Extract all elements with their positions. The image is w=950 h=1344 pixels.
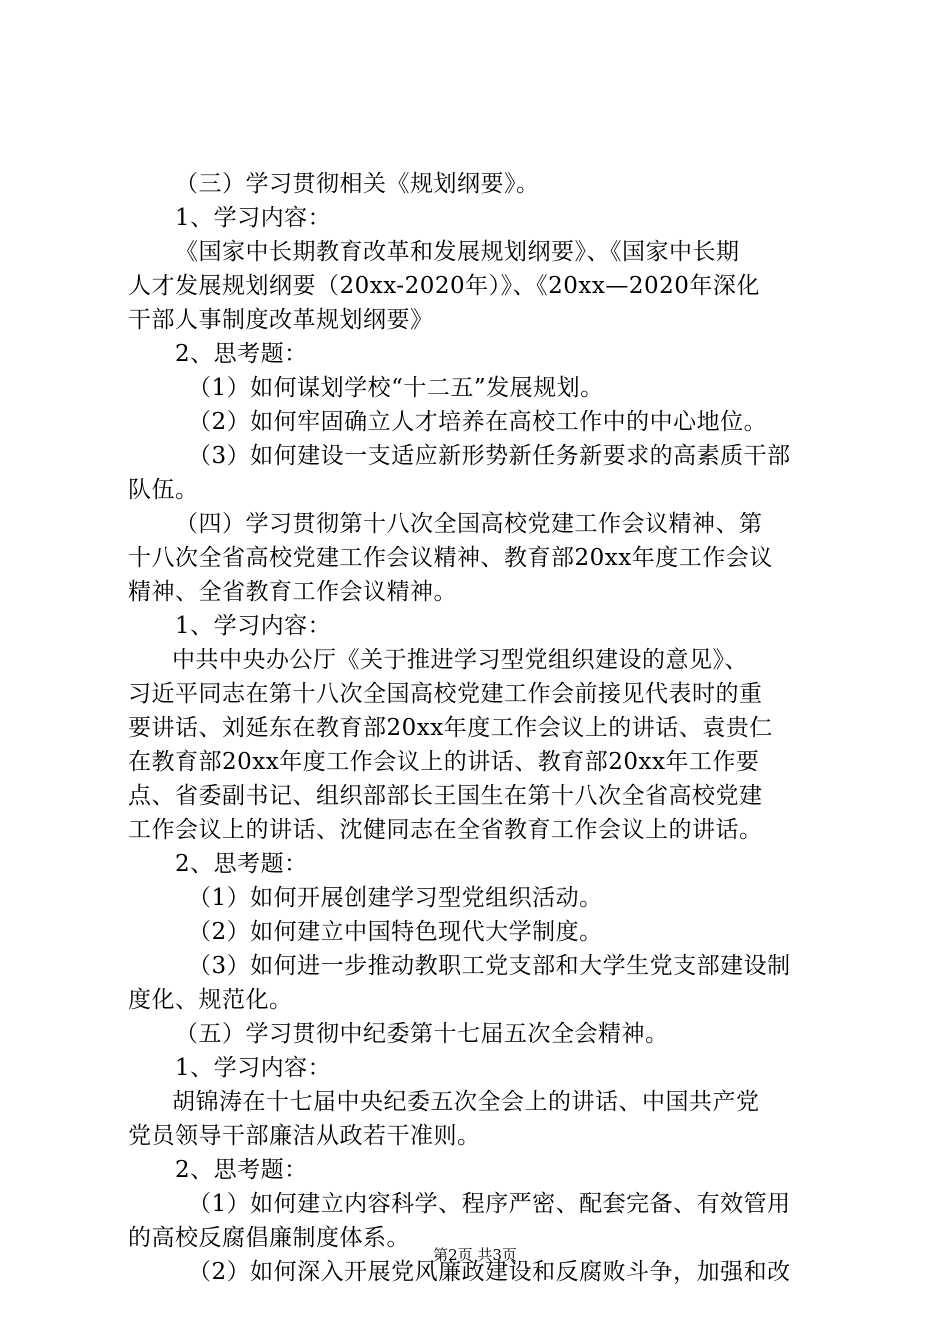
subheading-questions: 2、思考题：: [175, 851, 308, 877]
paragraph-line: 中共中央办公厅《关于推进学习型党组织建设的意见》、: [172, 647, 748, 673]
paragraph-line: 《国家中长期教育改革和发展规划纲要》、《国家中长期: [175, 239, 740, 265]
paragraph-line: 度化、规范化。: [128, 987, 293, 1013]
paragraph-line: 胡锦涛在十七届中央纪委五次全会上的讲话、中国共产党: [172, 1089, 760, 1115]
subheading-study-content: 1、学习内容：: [175, 1055, 332, 1081]
subheading-study-content: 1、学习内容：: [175, 613, 332, 639]
document-body: [128, 167, 833, 1289]
question-item: （1）如何建立内容科学、程序严密、配套完备、有效管用: [188, 1191, 791, 1217]
paragraph-line: 十八次全省高校党建工作会议精神、教育部20xx年度工作会议: [128, 545, 773, 571]
paragraph-line: 干部人事制度改革规划纲要》: [128, 307, 434, 333]
question-item: （2）如何牢固确立人才培养在高校工作中的中心地位。: [188, 409, 768, 435]
question-item: （3）如何建设一支适应新形势新任务新要求的高素质干部: [188, 443, 791, 469]
paragraph-line: 点、省委副书记、组织部部长王国生在第十八次全省高校党建: [128, 783, 763, 809]
subheading-questions: 2、思考题：: [175, 1157, 308, 1183]
section-heading-3: （三）学习贯彻相关《规划纲要》。: [175, 171, 540, 197]
question-item: （2）如何深入开展党风廉政建设和反腐败斗争，加强和改: [188, 1259, 791, 1285]
question-item: （1）如何开展创建学习型党组织活动。: [188, 885, 603, 911]
page-number-footer: 第2页 共3页: [433, 1246, 517, 1264]
question-item: （2）如何建立中国特色现代大学制度。: [188, 919, 603, 945]
paragraph-line: 要讲话、刘延东在教育部20xx年度工作会议上的讲话、袁贵仁: [128, 715, 773, 741]
section-heading-4: （四）学习贯彻第十八次全国高校党建工作会议精神、第: [175, 511, 763, 537]
paragraph-line: 精神、全省教育工作会议精神。: [128, 579, 457, 605]
paragraph-line: 队伍。: [128, 477, 199, 503]
paragraph-line: 工作会议上的讲话、沈健同志在全省教育工作会议上的讲话。: [128, 817, 763, 843]
paragraph-line: 的高校反腐倡廉制度体系。: [128, 1225, 410, 1251]
paragraph-line: 习近平同志在第十八次全国高校党建工作会前接见代表时的重: [128, 681, 763, 707]
paragraph-line: 党员领导干部廉洁从政若干准则。: [128, 1123, 481, 1149]
subheading-study-content: 1、学习内容：: [175, 205, 332, 231]
subheading-questions: 2、思考题：: [175, 341, 308, 367]
question-item: （3）如何进一步推动教职工党支部和大学生党支部建设制: [188, 953, 791, 979]
section-heading-5: （五）学习贯彻中纪委第十七届五次全会精神。: [175, 1021, 669, 1047]
paragraph-line: 在教育部20xx年度工作会议上的讲话、教育部20xx年工作要: [128, 749, 760, 775]
question-item: （1）如何谋划学校“十二五”发展规划。: [188, 375, 604, 401]
paragraph-line: 人才发展规划纲要（20xx-2020年）》、《20xx—2020年深化: [128, 273, 760, 299]
